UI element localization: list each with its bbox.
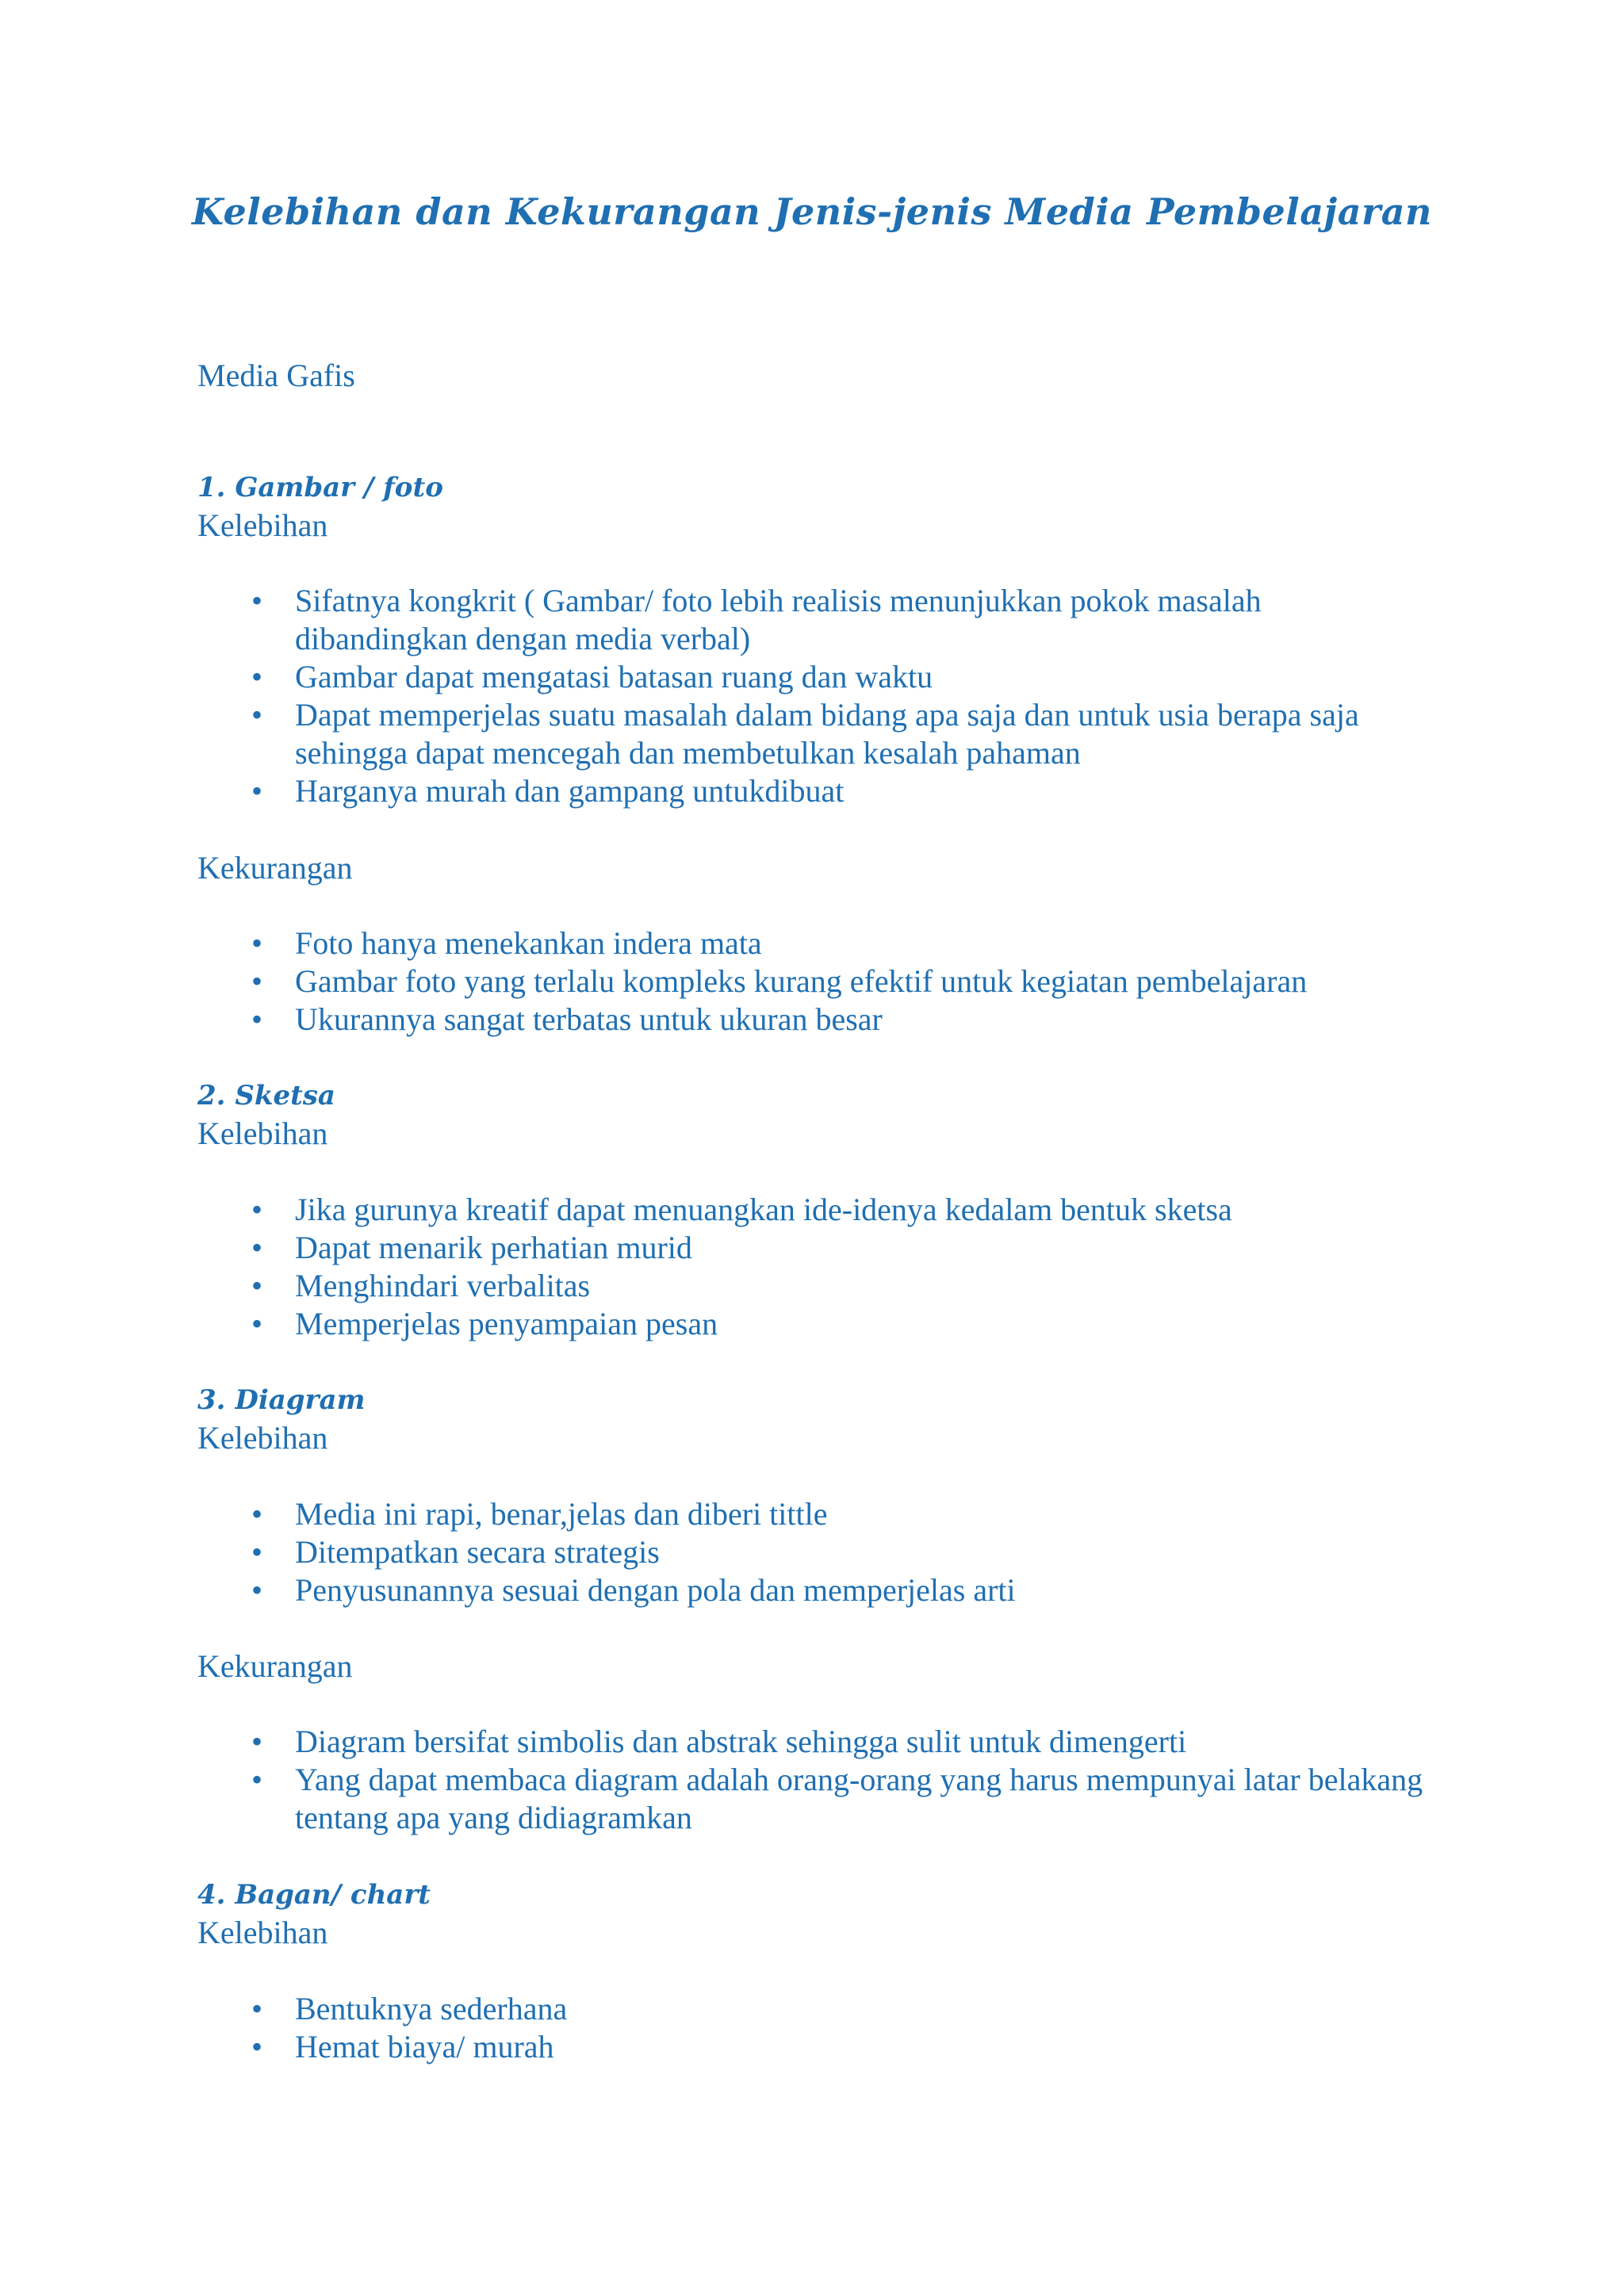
list-item <box>197 1495 1434 1533</box>
bullet-icon: • <box>251 1572 263 1608</box>
bullet-icon: • <box>251 1001 263 1037</box>
list-item <box>197 1761 1434 1837</box>
list-item-text: Gambar dapat mengatasi batasan ruang dan waktu <box>295 659 933 695</box>
bullet-icon: • <box>251 1534 263 1570</box>
list-item-text: Bentuknya sederhana <box>295 1991 568 2026</box>
kelebihan-label: Kelebihan <box>197 1115 328 1151</box>
kelebihan-label: Kelebihan <box>197 1420 328 1456</box>
list-item <box>197 2028 1434 2066</box>
bullet-icon: • <box>251 697 263 733</box>
list-item-text: Gambar foto yang terlalu kompleks kurang efektif untuk kegiatan pembelajaran <box>295 963 1308 999</box>
bullet-icon: • <box>251 1268 263 1303</box>
kekurangan-label: Kekurangan <box>197 850 353 886</box>
bullet-icon: • <box>251 925 263 961</box>
item-heading: 3. Diagram <box>197 1384 366 1416</box>
kekurangan-label: Kekurangan <box>197 1648 353 1684</box>
list-item <box>197 1267 1434 1305</box>
bullet-icon: • <box>251 1991 263 2026</box>
bullet-icon: • <box>251 963 263 999</box>
kekurangan-list <box>197 924 1434 1039</box>
bullet-icon: • <box>251 659 263 695</box>
section-label: Media Gafis <box>197 358 355 393</box>
list-item <box>197 1533 1434 1571</box>
list-item-text: Diagram bersifat simbolis dan abstrak sehingga sulit untuk dimengerti <box>295 1724 1187 1759</box>
list-item-text: Jika gurunya kreatif dapat menuangkan ide-idenya kedalam bentuk sketsa <box>295 1192 1232 1227</box>
bullet-icon: • <box>251 1762 263 1797</box>
list-item-text: Foto hanya menekankan indera mata <box>295 925 762 961</box>
item-heading: 4. Bagan/ chart <box>197 1879 431 1911</box>
bullet-icon: • <box>251 773 263 809</box>
list-item <box>197 1990 1434 2028</box>
bullet-icon: • <box>251 583 263 618</box>
list-item-text: Menghindari verbalitas <box>295 1268 591 1303</box>
kelebihan-list <box>197 1990 1434 2066</box>
bullet-icon: • <box>251 1724 263 1759</box>
list-item <box>197 772 1434 810</box>
list-item <box>197 658 1434 696</box>
item-heading: 2. Sketsa <box>197 1080 335 1112</box>
list-item <box>197 1723 1434 1761</box>
list-item <box>197 1001 1434 1039</box>
bullet-icon: • <box>251 1192 263 1227</box>
bullet-icon: • <box>251 1306 263 1341</box>
list-item <box>197 962 1434 1001</box>
item-heading: 1. Gambar / foto <box>197 472 443 503</box>
list-item-text: Ukurannya sangat terbatas untuk ukuran besar <box>295 1001 883 1037</box>
kelebihan-label: Kelebihan <box>197 507 328 543</box>
list-item-text: Media ini rapi, benar,jelas dan diberi tittle <box>295 1496 828 1532</box>
bullet-icon: • <box>251 1496 263 1532</box>
list-item <box>197 1191 1434 1229</box>
kelebihan-label: Kelebihan <box>197 1915 328 1950</box>
list-item-text: Yang dapat membaca diagram adalah orang-orang yang harus mempunyai latar belakang tentang apa yang didiagramkan <box>295 1762 1423 1835</box>
list-item-text: Memperjelas penyampaian pesan <box>295 1306 718 1341</box>
list-item <box>197 1229 1434 1267</box>
kelebihan-list <box>197 1191 1434 1343</box>
list-item-text: Dapat memperjelas suatu masalah dalam bidang apa saja dan untuk usia berapa saja sehingga dapat mencegah dan membetulkan kesalah pahaman <box>295 697 1359 771</box>
list-item-text: Harganya murah dan gampang untukdibuat <box>295 773 845 809</box>
list-item-text: Hemat biaya/ murah <box>295 2029 554 2064</box>
list-item <box>197 696 1434 772</box>
list-item <box>197 1571 1434 1609</box>
list-item-text: Sifatnya kongkrit ( Gambar/ foto lebih realisis menunjukkan pokok masalah dibandingkan dengan media verbal) <box>295 583 1262 656</box>
list-item <box>197 582 1434 658</box>
kelebihan-list <box>197 582 1434 810</box>
list-item-text: Dapat menarik perhatian murid <box>295 1230 692 1265</box>
bullet-icon: • <box>251 1230 263 1265</box>
kekurangan-list <box>197 1723 1434 1837</box>
list-item-text: Penyusunannya sesuai dengan pola dan memperjelas arti <box>295 1572 1016 1608</box>
list-item-text: Ditempatkan secara strategis <box>295 1534 660 1570</box>
bullet-icon: • <box>251 2029 263 2064</box>
document-title: Kelebihan dan Kekurangan Jenis-jenis Media Pembelajaran <box>192 190 1432 233</box>
kelebihan-list <box>197 1495 1434 1609</box>
list-item <box>197 1305 1434 1343</box>
list-item <box>197 924 1434 962</box>
